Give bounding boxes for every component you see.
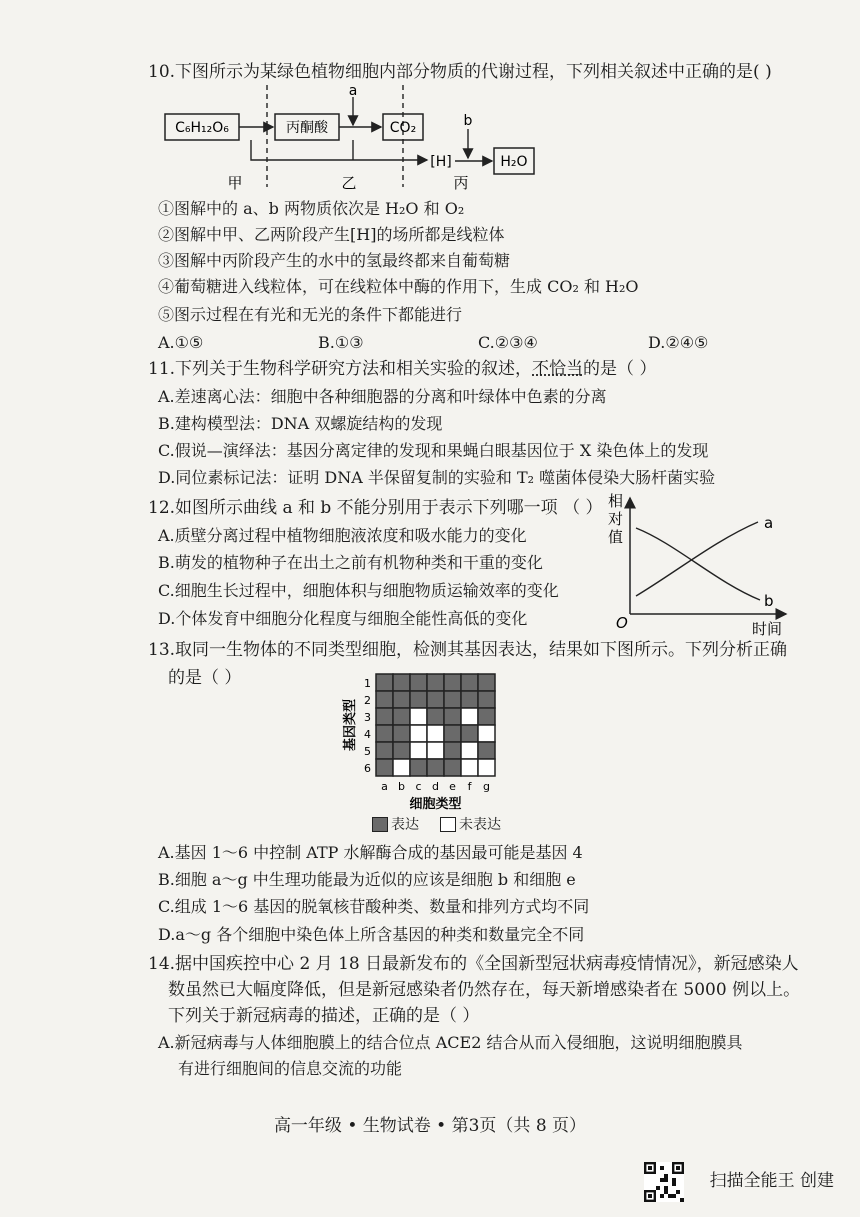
q13-option-d: D.a～g 各个细胞中染色体上所含基因的种类和数量完全不同 xyxy=(158,925,585,944)
q10-item-1: ①图解中的 a、b 两物质依次是 H₂O 和 O₂ xyxy=(158,199,465,218)
q10-option-b: B.①③ xyxy=(318,333,364,352)
grid-cell-6-d xyxy=(427,759,444,776)
q13-option-b: B.细胞 a～g 中生理功能最为近似的应该是细胞 b 和细胞 e xyxy=(158,870,576,889)
col-label: b xyxy=(398,780,405,793)
grid-cell-2-g xyxy=(478,691,495,708)
grid-cell-5-f xyxy=(461,742,478,759)
grid-cell-5-b xyxy=(393,742,410,759)
q11-option-d: D.同位素标记法：证明 DNA 半保留复制的实验和 T₂ 噬菌体侵染大肠杆菌实验 xyxy=(158,468,716,487)
q11-option-c: C.假说—演绎法：基因分离定律的发现和果蝇白眼基因位于 X 染色体上的发现 xyxy=(158,441,709,460)
grid-cell-3-e xyxy=(444,708,461,725)
qr-code-icon xyxy=(644,1162,684,1202)
grid-cell-6-g xyxy=(478,759,495,776)
grid-cell-4-b xyxy=(393,725,410,742)
q11-stem-emphasis: 不恰当 xyxy=(532,359,584,379)
col-label: f xyxy=(467,780,472,793)
grid-cell-1-e xyxy=(444,674,461,691)
grid-cell-4-g xyxy=(478,725,495,742)
row-label: 6 xyxy=(364,762,371,775)
q13-gene-expression-grid xyxy=(330,664,530,834)
q10-item-5: ⑤图示过程在有光和无光的条件下都能进行 xyxy=(158,305,463,324)
grid-cell-3-f xyxy=(461,708,478,725)
q14-stem-line3: 下列关于新冠病毒的描述，正确的是（ ） xyxy=(168,1006,480,1026)
grid-cell-6-a xyxy=(376,759,393,776)
q10-item-3: ③图解中丙阶段产生的水中的氢最终都来自葡萄糖 xyxy=(158,251,511,270)
grid-cell-4-d xyxy=(427,725,444,742)
grid-cell-1-c xyxy=(410,674,427,691)
curve-b xyxy=(636,528,760,600)
grid-cell-4-f xyxy=(461,725,478,742)
ylabel-3: 值 xyxy=(608,528,624,546)
q12-option-b: B.萌发的植物种子在出土之前有机物种类和干重的变化 xyxy=(158,553,543,572)
grid-cell-3-d xyxy=(427,708,444,725)
q13-option-c: C.组成 1～6 基因的脱氧核苷酸种类、数量和排列方式均不同 xyxy=(158,897,590,916)
q12-option-c: C.细胞生长过程中，细胞体积与细胞物质运输效率的变化 xyxy=(158,581,559,600)
col-label: a xyxy=(381,780,388,793)
a-label: a xyxy=(348,85,358,99)
q12-option-d: D.个体发育中细胞分化程度与细胞全能性高低的变化 xyxy=(158,609,528,628)
q13-stem-line1: 13.取同一生物体的不同类型细胞，检测其基因表达，结果如下图所示。下列分析正确 xyxy=(148,640,788,660)
row-label: 5 xyxy=(364,745,371,758)
glucose-label: C₆H₁₂O₆ xyxy=(175,120,229,136)
col-label: g xyxy=(483,780,490,793)
co2-label: CO₂ xyxy=(389,120,417,136)
col-label: d xyxy=(432,780,439,793)
curve-b-label: b xyxy=(764,592,774,610)
col-label: c xyxy=(415,780,422,793)
stage-label-2: 乙 xyxy=(341,174,357,192)
col-label: e xyxy=(449,780,456,793)
grid-cell-2-e xyxy=(444,691,461,708)
grid-cell-1-a xyxy=(376,674,393,691)
grid-cell-3-b xyxy=(393,708,410,725)
legend-expressed-label: 表达 xyxy=(391,817,419,833)
grid-cell-5-a xyxy=(376,742,393,759)
q12-curve-graph xyxy=(606,492,796,640)
grid-cell-5-d xyxy=(427,742,444,759)
grid-cell-6-b xyxy=(393,759,410,776)
q10-option-d: D.②④⑤ xyxy=(648,333,709,352)
grid-cell-3-g xyxy=(478,708,495,725)
origin-label: O xyxy=(616,614,628,632)
q10-option-c: C.②③④ xyxy=(478,333,538,352)
curve-a-label: a xyxy=(764,514,774,532)
stage-label-1: 甲 xyxy=(227,174,243,192)
ylabel-2: 对 xyxy=(608,510,624,528)
row-label: 1 xyxy=(364,677,371,690)
q11-option-b: B.建构模型法：DNA 双螺旋结构的发现 xyxy=(158,414,443,433)
pyruvate-label: 丙酮酸 xyxy=(286,120,328,136)
grid-cell-6-e xyxy=(444,759,461,776)
legend-expressed xyxy=(372,814,419,834)
grid-cell-5-c xyxy=(410,742,427,759)
xlabel: 时间 xyxy=(752,620,783,638)
q14-option-a-line1: A.新冠病毒与人体细胞膜上的结合位点 ACE2 结合从而入侵细胞，这说明细胞膜具 xyxy=(158,1033,743,1052)
row-label: 3 xyxy=(364,711,371,724)
q10-option-a: A.①⑤ xyxy=(158,333,204,352)
stage-label-3: 丙 xyxy=(453,174,469,192)
grid-cell-4-c xyxy=(410,725,427,742)
row-label: 2 xyxy=(364,694,371,707)
grid-cell-2-f xyxy=(461,691,478,708)
row-label: 4 xyxy=(364,728,371,741)
arrow-h-stage1 xyxy=(251,140,427,160)
curve-a xyxy=(636,522,758,596)
legend-not-expressed xyxy=(440,814,501,834)
grid-cell-4-e xyxy=(444,725,461,742)
q13-option-a: A.基因 1～6 中控制 ATP 水解酶合成的基因最可能是基因 4 xyxy=(158,843,583,862)
grid-cell-2-a xyxy=(376,691,393,708)
grid-cell-2-d xyxy=(427,691,444,708)
grid-cell-2-c xyxy=(410,691,427,708)
scanner-watermark: 扫描全能王 创建 xyxy=(709,1171,834,1191)
grid-cell-5-e xyxy=(444,742,461,759)
q10-metabolism-diagram xyxy=(155,85,555,195)
h-label: [H] xyxy=(430,154,452,170)
page-footer: 高一年级 • 生物试卷 • 第3页（共 8 页） xyxy=(273,1116,587,1136)
q10-item-4: ④葡萄糖进入线粒体，可在线粒体中酶的作用下，生成 CO₂ 和 H₂O xyxy=(158,277,639,296)
q14-stem-line2: 数虽然已大幅度降低，但是新冠感染者仍然存在，每天新增感染者在 5000 例以上。 xyxy=(168,980,801,1000)
grid-cell-1-d xyxy=(427,674,444,691)
grid-xlabel: 细胞类型 xyxy=(409,797,462,812)
q12-option-a: A.质壁分离过程中植物细胞液浓度和吸水能力的变化 xyxy=(158,526,527,545)
b-label: b xyxy=(463,113,473,129)
grid-cell-4-a xyxy=(376,725,393,742)
grid-cell-1-b xyxy=(393,674,410,691)
grid-cell-2-b xyxy=(393,691,410,708)
q11-stem-post: 的是（ ） xyxy=(583,359,657,379)
q11-option-a: A.差速离心法：细胞中各种细胞器的分离和叶绿体中色素的分离 xyxy=(158,387,607,406)
grid-cell-1-f xyxy=(461,674,478,691)
q14-stem-line1: 14.据中国疾控中心 2 月 18 日最新发布的《全国新型冠状病毒疫情情况》，新冠感染人 xyxy=(148,954,799,974)
ylabel-1: 相 xyxy=(608,492,624,510)
q10-item-2: ②图解中甲、乙两阶段产生[H]的场所都是线粒体 xyxy=(158,225,505,244)
legend-not-expressed-label: 未表达 xyxy=(459,817,501,833)
grid-cell-1-g xyxy=(478,674,495,691)
legend-expressed-swatch xyxy=(372,817,388,832)
grid-cell-6-c xyxy=(410,759,427,776)
q11-stem xyxy=(148,355,656,383)
grid-cell-6-f xyxy=(461,759,478,776)
grid-cell-3-c xyxy=(410,708,427,725)
q11-stem-pre: 11.下列关于生物科学研究方法和相关实验的叙述， xyxy=(148,359,533,379)
water-label: H₂O xyxy=(500,154,528,170)
q10-stem: 10.下图所示为某绿色植物细胞内部分物质的代谢过程，下列相关叙述中正确的是( ) xyxy=(148,62,772,82)
grid-cell-3-a xyxy=(376,708,393,725)
legend-not-expressed-swatch xyxy=(440,817,456,832)
q12-stem: 12.如图所示曲线 a 和 b 不能分别用于表示下列哪一项 （ ） xyxy=(148,498,603,518)
grid-cell-5-g xyxy=(478,742,495,759)
grid-ylabel: 基因类型 xyxy=(343,698,358,752)
q13-stem-line2: 的是（ ） xyxy=(168,668,242,688)
q14-option-a-line2: 有进行细胞间的信息交流的功能 xyxy=(178,1059,403,1078)
